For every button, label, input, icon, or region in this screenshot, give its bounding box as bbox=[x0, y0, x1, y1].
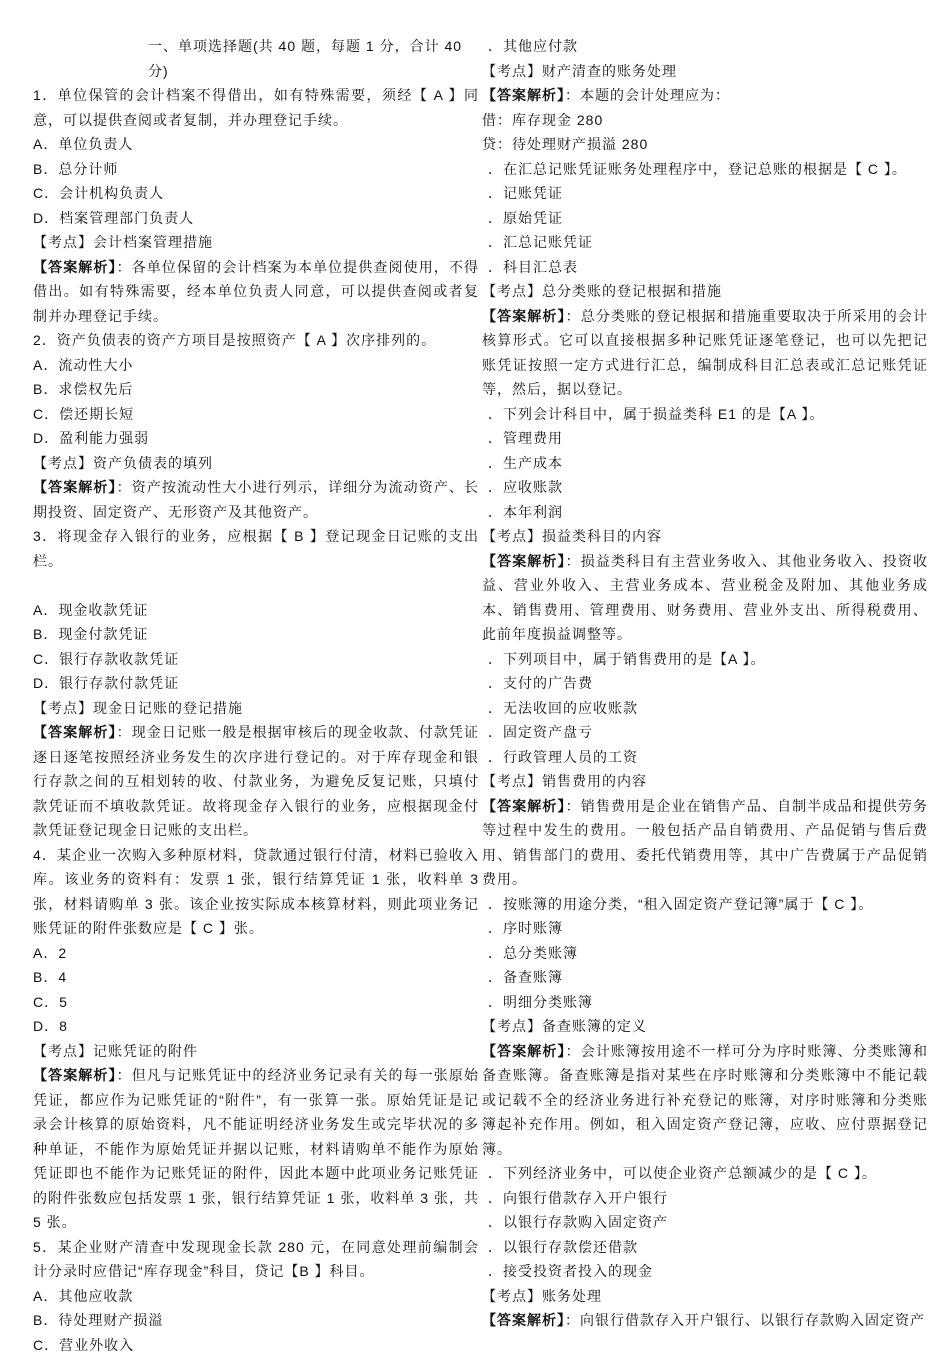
key-point-line: 【考点】损益类科目的内容 bbox=[482, 524, 928, 549]
answer-option: A．现金收款凭证 bbox=[33, 598, 479, 623]
answer-option: B．待处理财产损溢 bbox=[33, 1308, 479, 1333]
analysis-label: 【答案解析】 bbox=[482, 87, 565, 103]
answer-option: ．序时账簿 bbox=[482, 916, 928, 941]
analysis-label: 【答案解析】 bbox=[482, 1043, 566, 1059]
answer-analysis bbox=[33, 255, 479, 329]
key-point-line: 【考点】总分类账的登记根据和措施 bbox=[482, 279, 928, 304]
analysis-label: 【答案解析】 bbox=[33, 259, 117, 275]
answer-option: ．汇总记账凭证 bbox=[482, 230, 928, 255]
answer-analysis bbox=[33, 475, 479, 524]
answer-option: A．流动性大小 bbox=[33, 353, 479, 378]
answer-analysis bbox=[482, 83, 928, 108]
analysis-text: ：但凡与记账凭证中的经济业务记录有关的每一张原始凭证，都应作为记账凭证的“附件”，有一张算一张。原始凭证是记录会计核算的原始资料，凡不能证明经济业务发生或完毕状况的多种单证，不能作为原始凭证并据以记账，材料请购单不能作为原始凭证即也不能作为记账凭证的附件，因此本题中此项业务记账凭证的附件张数应包括发票 1 张，银行结算凭证 1 张，收料单 3 张，共 5 张。 bbox=[33, 1067, 479, 1230]
question-stem: 1．单位保管的会计档案不得借出，如有特殊需要，须经【 A 】同意，可以提供查阅或者复制，并办理登记手续。 bbox=[33, 83, 479, 132]
answer-option: A．其他应收款 bbox=[33, 1284, 479, 1309]
answer-option: D．银行存款付款凭证 bbox=[33, 671, 479, 696]
analysis-label: 【答案解析】 bbox=[482, 798, 566, 814]
journal-entry-line: 借：库存现金 280 bbox=[482, 108, 928, 133]
question-stem: 3．将现金存入银行的业务，应根据【 B 】登记现金日记账的支出栏。 bbox=[33, 524, 479, 573]
answer-analysis bbox=[482, 304, 928, 402]
key-point-line: 【考点】会计档案管理措施 bbox=[33, 230, 479, 255]
answer-option: B．总分计师 bbox=[33, 157, 479, 182]
answer-option: B．求偿权先后 bbox=[33, 377, 479, 402]
analysis-label: 【答案解析】 bbox=[482, 1312, 565, 1328]
answer-option: C．会计机构负责人 bbox=[33, 181, 479, 206]
analysis-text: ：总分类账的登记根据和措施重要取决于所采用的会计核算形式。它可以直接根据多种记账凭证逐笔登记，也可以先把记账凭证按照一定方式进行汇总，编制成科目汇总表或汇总记账凭证等，然后，据以登记。 bbox=[482, 308, 928, 398]
question-stem: ．下列经济业务中，可以使企业资产总额减少的是【 C 】。 bbox=[482, 1161, 928, 1186]
section-heading: 一、单项选择题(共 40 题，每题 1 分，合计 40 分) bbox=[33, 34, 479, 83]
analysis-text: ：损益类科目有主营业务收入、其他业务收入、投资收益、营业外收入、主营业务成本、营业税金及附加、其他业务成本、销售费用、管理费用、财务费用、营业外支出、所得税费用、此前年度损益调整等。 bbox=[482, 553, 928, 643]
answer-option: C．偿还期长短 bbox=[33, 402, 479, 427]
answer-option: ．支付的广告费 bbox=[482, 671, 928, 696]
answer-option: ．固定资产盘亏 bbox=[482, 720, 928, 745]
journal-entry-line: 贷：待处理财产损溢 280 bbox=[482, 132, 928, 157]
question-stem: ．在汇总记账凭证账务处理程序中，登记总账的根据是【 C 】。 bbox=[482, 157, 928, 182]
answer-option: ．向银行借款存入开户银行 bbox=[482, 1186, 928, 1211]
answer-option: ．科目汇总表 bbox=[482, 255, 928, 280]
answer-analysis bbox=[482, 794, 928, 892]
answer-option: ．其他应付款 bbox=[482, 34, 928, 59]
key-point-line: 【考点】备查账簿的定义 bbox=[482, 1014, 928, 1039]
analysis-text: ：向银行借款存入开户银行、以银行存款购入固定资产 bbox=[565, 1312, 925, 1328]
analysis-label: 【答案解析】 bbox=[33, 1067, 117, 1083]
question-stem: 4．某企业一次购入多种原材料，贷款通过银行付清，材料已验收入库。该业务的资料有：发票 1 张，银行结算凭证 1 张，收料单 3 张，材料请购单 3 张。该企业按实际成本核算材料，则此项业务记账凭证的附件张数应是【 C 】张。 bbox=[33, 843, 479, 941]
answer-option: C．银行存款收款凭证 bbox=[33, 647, 479, 672]
answer-option: ．以银行存款购入固定资产 bbox=[482, 1210, 928, 1235]
answer-option: A．单位负责人 bbox=[33, 132, 479, 157]
analysis-text: ：本题的会计处理应为： bbox=[565, 87, 730, 103]
answer-option: A．2 bbox=[33, 941, 479, 966]
answer-option: ．无法收回的应收账款 bbox=[482, 696, 928, 721]
answer-option: ．管理费用 bbox=[482, 426, 928, 451]
right-column bbox=[482, 34, 928, 1333]
answer-option: D．8 bbox=[33, 1014, 479, 1039]
question-stem: ．下列项目中，属于销售费用的是【A 】。 bbox=[482, 647, 928, 672]
answer-option: D．盈利能力强弱 bbox=[33, 426, 479, 451]
analysis-label: 【答案解析】 bbox=[482, 553, 566, 569]
question-stem: ．下列会计科目中，属于损益类科 E1 的是【A 】。 bbox=[482, 402, 928, 427]
analysis-text: ：会计账簿按用途不一样可分为序时账簿、分类账簿和备查账簿。备查账簿是指对某些在序时账簿和分类账簿中不能记载或记载不全的经济业务进行补充登记的账簿，对序时账簿和分类账簿起补充作用。例如，租入固定资产登记簿，应收、应付票据登记簿。 bbox=[482, 1043, 928, 1157]
answer-analysis bbox=[33, 1063, 479, 1235]
analysis-label: 【答案解析】 bbox=[33, 479, 117, 495]
answer-option: ．原始凭证 bbox=[482, 206, 928, 231]
answer-option: C．营业外收入 bbox=[33, 1333, 479, 1357]
key-point-line: 【考点】记账凭证的附件 bbox=[33, 1039, 479, 1064]
answer-option: ．接受投资者投入的现金 bbox=[482, 1259, 928, 1284]
answer-analysis bbox=[482, 549, 928, 647]
question-stem: 2．资产负债表的资产方项目是按照资产【 A 】次序排列的。 bbox=[33, 328, 479, 353]
answer-option: ．行政管理人员的工资 bbox=[482, 745, 928, 770]
analysis-label: 【答案解析】 bbox=[33, 724, 117, 740]
answer-option: ．以银行存款偿还借款 bbox=[482, 1235, 928, 1260]
question-stem: ．按账簿的用途分类，“租入固定资产登记簿”属于【 C 】。 bbox=[482, 892, 928, 917]
blank-line bbox=[33, 573, 479, 598]
key-point-line: 【考点】财产清查的账务处理 bbox=[482, 59, 928, 84]
answer-option: ．明细分类账簿 bbox=[482, 990, 928, 1015]
answer-option: ．应收账款 bbox=[482, 475, 928, 500]
answer-option: ．总分类账簿 bbox=[482, 941, 928, 966]
answer-option: ．生产成本 bbox=[482, 451, 928, 476]
answer-option: B．4 bbox=[33, 965, 479, 990]
answer-option: ．记账凭证 bbox=[482, 181, 928, 206]
key-point-line: 【考点】现金日记账的登记措施 bbox=[33, 696, 479, 721]
analysis-label: 【答案解析】 bbox=[482, 308, 566, 324]
answer-option: D．档案管理部门负责人 bbox=[33, 206, 479, 231]
answer-option: ．备查账簿 bbox=[482, 965, 928, 990]
analysis-text: ：资产按流动性大小进行列示，详细分为流动资产、长期投资、固定资产、无形资产及其他资产。 bbox=[33, 479, 479, 520]
answer-analysis bbox=[482, 1308, 928, 1333]
key-point-line: 【考点】销售费用的内容 bbox=[482, 769, 928, 794]
answer-analysis bbox=[33, 720, 479, 843]
answer-option: B．现金付款凭证 bbox=[33, 622, 479, 647]
answer-analysis bbox=[482, 1039, 928, 1162]
question-stem: 5．某企业财产清查中发现现金长款 280 元，在同意处理前编制会计分录时应借记“库存现金”科目，贷记【B 】科目。 bbox=[33, 1235, 479, 1284]
key-point-line: 【考点】账务处理 bbox=[482, 1284, 928, 1309]
answer-option: ．本年利润 bbox=[482, 500, 928, 525]
answer-option: C．5 bbox=[33, 990, 479, 1015]
analysis-text: ：各单位保留的会计档案为本单位提供查阅使用，不得借出。如有特殊需要，经本单位负责人同意，可以提供查阅或者复制并办理登记手续。 bbox=[33, 259, 479, 324]
analysis-text: ：现金日记账一般是根据审核后的现金收款、付款凭证逐日逐笔按照经济业务发生的次序进行登记的。对于库存现金和银行存款之间的互相划转的收、付款业务，为避免反复记账，只填付款凭证而不填收款凭证。故将现金存入银行的业务，应根据现金付款凭证登记现金日记账的支出栏。 bbox=[33, 724, 479, 838]
analysis-text: ：销售费用是企业在销售产品、自制半成品和提供劳务等过程中发生的费用。一般包括产品自销费用、产品促销与售后费用、销售部门的费用、委托代销费用等，其中广告费属于产品促销费用。 bbox=[482, 798, 928, 888]
key-point-line: 【考点】资产负债表的填列 bbox=[33, 451, 479, 476]
left-column bbox=[33, 34, 479, 1357]
